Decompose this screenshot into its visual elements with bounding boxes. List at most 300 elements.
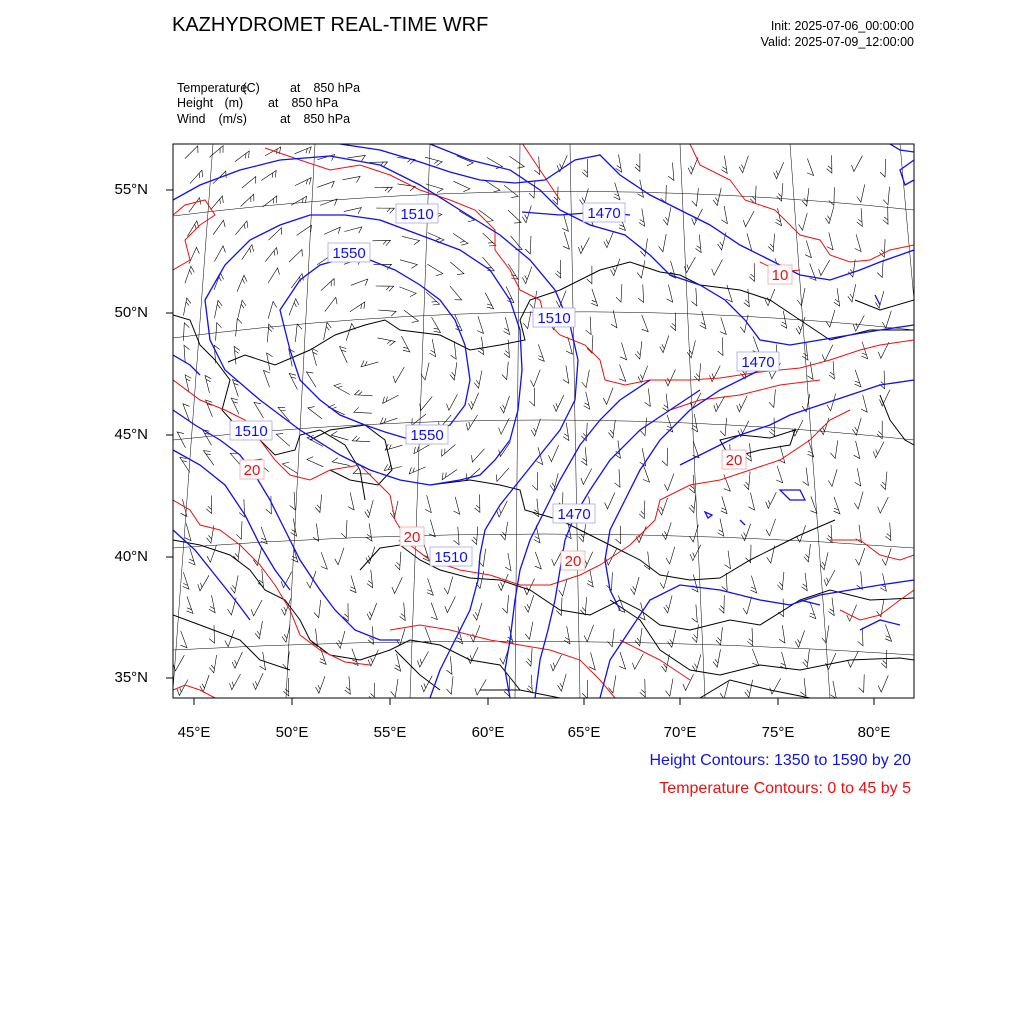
wind-barb <box>780 652 786 669</box>
wind-barb <box>392 577 402 593</box>
wind-barb <box>340 347 348 363</box>
wind-barb <box>289 249 302 262</box>
wind-barb <box>525 236 531 254</box>
wind-barb <box>826 310 835 327</box>
wind-barb <box>765 289 775 306</box>
wind-barb <box>317 181 334 188</box>
wind-barb <box>234 346 240 364</box>
wind-barb <box>444 577 453 594</box>
wind-barb <box>831 441 838 459</box>
wind-barb <box>504 317 510 334</box>
wind-barb <box>744 472 750 490</box>
wind-barb <box>632 654 643 670</box>
wind-barb <box>619 365 626 382</box>
field-at: at <box>289 81 301 95</box>
wind-barb <box>769 418 774 436</box>
wind-barb <box>857 571 863 589</box>
wind-barb <box>662 522 671 539</box>
wind-barb <box>251 600 262 616</box>
wind-barb <box>185 266 194 283</box>
wind-barb <box>428 264 443 276</box>
wind-barb <box>183 323 189 341</box>
wind-barb <box>883 206 888 224</box>
wind-barb <box>668 630 676 648</box>
wind-barb <box>394 654 400 672</box>
wind-barb <box>803 649 810 667</box>
wind-barb <box>879 371 884 389</box>
field-line-height <box>177 96 338 110</box>
wind-barb <box>316 676 325 693</box>
field-line-wind <box>177 112 350 126</box>
wind-barb <box>395 552 401 570</box>
wind-barb <box>290 492 296 510</box>
wind-barb <box>642 315 649 332</box>
wind-barb <box>314 600 321 618</box>
temperature-label: 20 <box>564 553 582 570</box>
wind-barb <box>384 464 402 470</box>
wind-barb <box>638 285 643 303</box>
field-level: 850 hPa <box>291 96 339 110</box>
wind-barb <box>180 457 190 472</box>
wind-barb <box>834 288 840 306</box>
wind-barb <box>354 407 372 413</box>
wind-barb <box>582 680 588 698</box>
wind-barb <box>877 421 882 439</box>
field-name: Wind <box>177 112 206 126</box>
wind-barb <box>766 492 777 508</box>
wind-barb <box>558 674 567 691</box>
wind-barb <box>822 345 833 361</box>
wind-barb <box>421 676 432 692</box>
wind-barb <box>662 448 667 466</box>
wind-barb <box>666 547 675 564</box>
wind-barb <box>215 300 223 318</box>
field-at: at <box>279 112 291 126</box>
wind-barb <box>200 675 209 692</box>
wind-barb <box>635 341 642 359</box>
wind-barb <box>619 652 625 669</box>
wind-barb <box>453 233 468 245</box>
wind-barb <box>883 187 889 205</box>
wind-barb <box>718 338 723 356</box>
wind-barb <box>198 575 209 591</box>
wind-barb <box>562 214 568 231</box>
wind-barb <box>824 570 835 586</box>
wind-barb <box>321 279 334 291</box>
wind-barb <box>631 577 640 594</box>
wind-barb <box>753 336 760 353</box>
wind-barb <box>687 340 695 358</box>
lon-label: 80°E <box>857 724 891 741</box>
wind-barb <box>855 370 861 387</box>
lon-label: 60°E <box>471 724 505 741</box>
wind-barb <box>848 284 856 302</box>
wind-barb <box>393 367 404 383</box>
height-label: 1510 <box>234 423 268 440</box>
wind-barb <box>425 627 432 644</box>
wind-barb <box>525 595 534 612</box>
wind-barb <box>584 392 590 410</box>
wind-barb <box>819 260 830 276</box>
wind-barb <box>847 605 857 622</box>
wind-barb <box>739 156 748 173</box>
wind-barb <box>692 188 699 206</box>
lat-label: 45°N <box>114 426 148 443</box>
wind-barb <box>529 388 534 406</box>
wind-barb <box>666 679 674 697</box>
wind-barb <box>829 598 835 616</box>
wind-barb <box>522 206 531 223</box>
wind-barb <box>447 394 458 410</box>
wind-barb <box>504 340 510 358</box>
wind-barb <box>445 597 456 613</box>
wind-barb <box>450 362 457 380</box>
wind-barb <box>400 260 417 269</box>
wind-barb <box>235 221 248 235</box>
wind-barb <box>726 285 732 302</box>
wind-barb <box>873 442 884 458</box>
wind-barb <box>401 336 409 352</box>
wind-barb <box>189 198 201 213</box>
height-contours-legend: Height Contours: 1350 to 1590 by 20 <box>649 752 911 769</box>
wind-barb <box>291 196 307 205</box>
wind-barb <box>609 675 616 693</box>
wind-barb <box>510 156 525 168</box>
wind-barb <box>579 524 586 542</box>
wind-barb <box>216 323 222 341</box>
wind-barb <box>660 571 669 588</box>
wind-barb <box>355 390 373 396</box>
wind-barb <box>429 520 435 537</box>
wind-barb <box>225 630 234 647</box>
wind-barb <box>778 599 783 617</box>
wind-barb <box>580 597 586 615</box>
wind-barb <box>306 372 316 387</box>
wind-barb <box>720 682 728 699</box>
wind-barb <box>692 624 699 642</box>
temperature-contours-legend: Temperature Contours: 0 to 45 by 5 <box>659 780 911 797</box>
wind-barb <box>467 468 481 480</box>
wind-barb <box>238 300 246 318</box>
wind-barb <box>615 440 621 458</box>
wind-barb <box>635 628 642 646</box>
wind-barb <box>768 234 774 252</box>
wind-barb <box>254 402 263 417</box>
wind-barb <box>268 268 280 283</box>
wind-barb <box>750 186 756 204</box>
wind-barb <box>684 257 695 273</box>
wind-barb <box>454 527 460 545</box>
wind-barb <box>230 674 241 690</box>
wind-barb <box>563 423 569 441</box>
wind-barb <box>291 274 303 289</box>
height-label: 1550 <box>410 427 444 444</box>
wind-barb <box>779 625 785 643</box>
wind-barb <box>307 457 323 467</box>
wind-barb <box>710 366 721 382</box>
wind-barb <box>743 597 752 614</box>
wind-barb <box>380 417 397 424</box>
wind-barb <box>211 196 224 210</box>
wind-barb <box>525 622 533 640</box>
height-label: 1510 <box>434 549 468 566</box>
wind-barb <box>502 362 508 380</box>
wind-barb <box>307 571 316 588</box>
height-label: 1510 <box>537 310 571 327</box>
wind-barb <box>366 523 372 541</box>
wind-barb <box>289 299 299 316</box>
wind-barb <box>799 213 808 230</box>
wind-barb <box>643 465 650 482</box>
wind-barb <box>549 445 559 462</box>
wind-barb <box>660 336 669 353</box>
wind-barb <box>852 156 863 172</box>
wind-barb <box>766 519 775 536</box>
wind-barb <box>880 159 886 177</box>
wind-barb <box>820 552 828 570</box>
field-level: 850 hPa <box>303 112 351 126</box>
wind-barb <box>795 631 804 648</box>
wind-barb <box>829 361 835 379</box>
field-line-temperature <box>177 81 360 95</box>
wind-barb <box>478 337 484 355</box>
wind-barb <box>692 654 701 671</box>
wind-barb <box>855 234 861 251</box>
wind-barb <box>504 185 518 197</box>
lat-label: 35°N <box>114 669 148 686</box>
wind-barb <box>351 279 368 286</box>
wind-barb <box>447 676 454 694</box>
wind-barb <box>231 398 239 414</box>
wind-barb <box>315 495 322 513</box>
field-unit: (m/s) <box>218 112 247 126</box>
wind-barb <box>721 206 727 224</box>
wind-barb <box>616 284 622 302</box>
wind-barb <box>614 183 620 200</box>
wind-barb <box>834 497 840 514</box>
wind-barb <box>204 451 214 466</box>
wind-barb <box>383 395 399 403</box>
height-label: 1470 <box>587 205 621 222</box>
wind-barb <box>777 572 784 590</box>
wind-barb <box>442 470 457 480</box>
wind-barb <box>377 338 395 346</box>
wind-barb <box>776 466 782 483</box>
wind-barb <box>368 650 378 666</box>
wind-barb <box>721 497 727 514</box>
wind-barb <box>496 468 509 482</box>
wind-barb <box>214 246 225 262</box>
wind-barb <box>485 293 493 309</box>
wind-barb <box>639 501 645 519</box>
wind-barb <box>720 317 726 334</box>
wind-barb <box>477 316 483 333</box>
wind-barb <box>190 170 203 183</box>
wind-barb <box>350 576 356 593</box>
wind-barb <box>825 206 834 223</box>
wind-barb <box>295 178 311 186</box>
wind-barb <box>430 339 436 357</box>
wind-barb <box>689 495 696 513</box>
wind-barb <box>690 525 699 542</box>
wind-barb <box>551 655 562 671</box>
wind-barb <box>663 207 671 225</box>
field-name: Height <box>177 96 214 110</box>
wind-barb <box>857 185 865 203</box>
wind-barb <box>828 469 837 486</box>
wind-barb <box>690 545 701 561</box>
wind-barb <box>475 494 480 512</box>
wind-barb <box>556 597 562 615</box>
wind-barb <box>718 519 724 537</box>
wind-barb <box>454 181 470 191</box>
wind-barb <box>615 469 621 487</box>
wind-barb <box>241 194 254 206</box>
wind-barb <box>183 572 189 589</box>
wind-barb <box>725 551 731 569</box>
wind-barb <box>312 348 318 365</box>
wind-barb <box>581 447 587 465</box>
wind-barb <box>414 445 430 454</box>
wind-barb <box>855 468 861 486</box>
wind-barb <box>582 159 587 177</box>
wind-barb <box>412 414 426 425</box>
wind-barb <box>563 366 569 384</box>
wind-barb <box>376 208 394 213</box>
wind-barb <box>749 493 755 511</box>
wind-barb <box>670 313 675 331</box>
lon-label: 75°E <box>761 724 795 741</box>
wind-barb <box>774 162 784 179</box>
wind-barb <box>807 440 813 457</box>
wind-barb <box>638 366 648 383</box>
wind-barb <box>334 383 350 394</box>
wind-barb <box>861 395 867 412</box>
wind-barb <box>308 407 322 419</box>
wind-barb <box>659 234 667 252</box>
wind-barb <box>511 236 523 250</box>
wind-barb <box>450 286 462 300</box>
wind-barb <box>231 576 239 594</box>
wind-barb <box>743 211 754 227</box>
height-label: 1550 <box>332 245 366 262</box>
wind-barb <box>737 396 748 412</box>
wind-barb <box>295 324 302 342</box>
wind-barb <box>531 419 540 436</box>
wind-barb <box>209 655 216 673</box>
wind-barb <box>802 573 808 591</box>
wind-barb <box>664 474 674 491</box>
wind-barb <box>295 147 312 154</box>
wind-barb <box>804 544 811 562</box>
wind-barb <box>265 248 277 262</box>
wind-barbs <box>173 146 891 701</box>
wind-barb <box>483 233 496 246</box>
wind-barb <box>878 675 888 692</box>
plot-frame <box>173 144 914 698</box>
field-level: 850 hPa <box>313 81 361 95</box>
wind-barb <box>880 574 886 592</box>
lat-label: 40°N <box>114 548 148 565</box>
wind-barb <box>450 262 464 275</box>
wind-barb <box>328 404 344 414</box>
wind-barb <box>807 159 814 176</box>
wind-barb <box>604 231 614 248</box>
wind-barb <box>470 625 480 642</box>
wind-barb <box>750 576 756 593</box>
field-unit: (C) <box>242 81 260 95</box>
wind-barb <box>665 370 675 386</box>
lat-label: 50°N <box>114 304 148 321</box>
wind-barb <box>877 599 884 617</box>
wind-barb <box>321 552 328 569</box>
wind-barb <box>432 317 441 333</box>
lon-label: 65°E <box>567 724 601 741</box>
wind-barb <box>586 317 591 335</box>
wind-barb <box>713 188 721 206</box>
wind-barb <box>213 220 225 235</box>
wind-barb <box>663 394 669 412</box>
wind-barb <box>555 260 560 278</box>
wind-barb <box>523 311 531 329</box>
wind-barb <box>589 653 595 670</box>
wind-barb <box>350 302 365 312</box>
wind-barb <box>446 656 452 674</box>
wind-barb <box>313 523 319 541</box>
wind-barb <box>700 311 706 329</box>
wind-barb <box>236 319 242 337</box>
temperature-label: 20 <box>243 462 261 479</box>
wind-barb <box>181 631 188 648</box>
lon-label: 50°E <box>275 724 309 741</box>
wind-barb <box>853 315 864 331</box>
wind-barb <box>688 157 698 174</box>
wind-barb <box>431 603 438 620</box>
wind-barb <box>184 345 190 363</box>
wind-barb <box>454 497 460 514</box>
wind-barb <box>268 302 277 319</box>
temperature-label: 10 <box>771 267 789 284</box>
wind-barb <box>691 288 697 306</box>
wind-barb <box>882 311 891 328</box>
wind-barb <box>578 238 589 254</box>
wind-barb <box>664 595 672 613</box>
wind-barb <box>581 469 592 485</box>
wind-barb <box>747 628 752 646</box>
wind-barb <box>185 146 198 159</box>
wind-barb <box>325 297 337 311</box>
wind-barb <box>531 370 541 387</box>
height-label: 1470 <box>557 506 591 523</box>
wind-barb <box>385 444 402 450</box>
wind-barb <box>267 353 273 371</box>
wind-barb <box>563 232 569 249</box>
wind-barb <box>378 310 396 316</box>
wind-barb <box>209 146 223 158</box>
wind-barb <box>177 432 185 448</box>
field-at: at <box>267 96 279 110</box>
wind-barb <box>712 259 723 275</box>
wind-barb <box>276 433 289 446</box>
wind-barb <box>769 389 775 407</box>
wind-barb <box>184 298 192 316</box>
wind-barb <box>185 523 191 540</box>
wind-barb <box>721 156 727 174</box>
wind-barb <box>616 154 622 172</box>
wind-barb <box>861 342 867 359</box>
wind-barb <box>459 211 475 222</box>
wind-barb <box>848 651 859 667</box>
